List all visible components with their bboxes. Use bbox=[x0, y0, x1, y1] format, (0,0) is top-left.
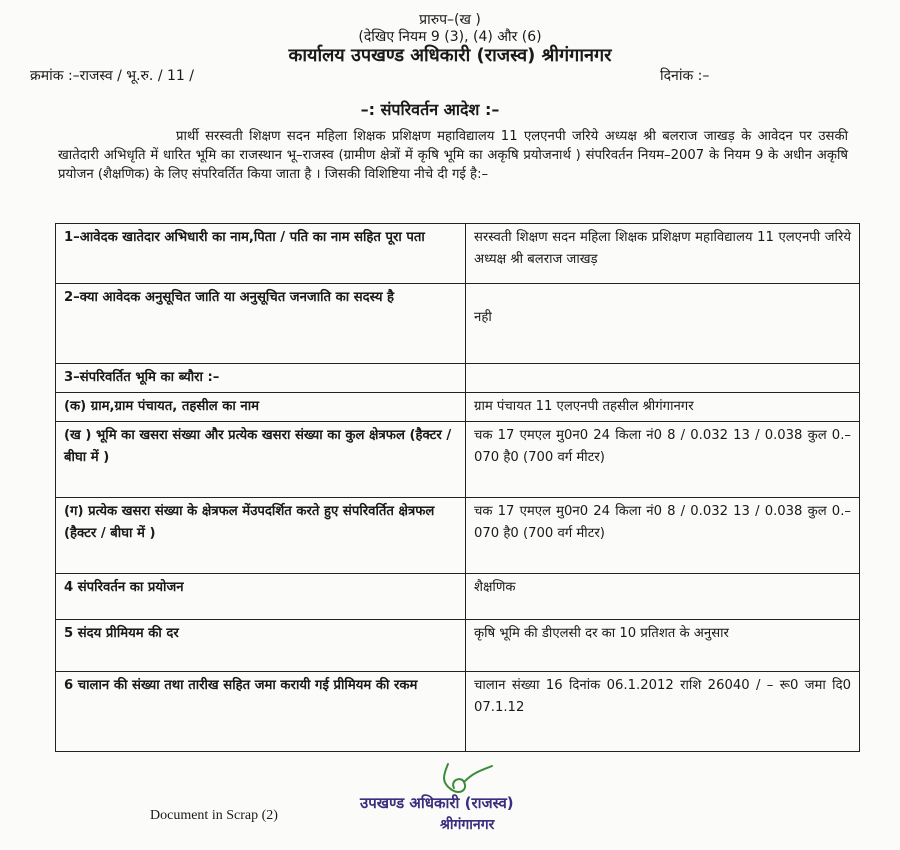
row-answer: चक 17 एमएल मु0न0 24 किला नं0 8 / 0.032 13 / 0.038 कुल 0.–070 है0 (700 वर्ग मीटर) bbox=[466, 498, 860, 574]
row-question: (क) ग्राम,ग्राम पंचायत, तहसील का नाम bbox=[56, 393, 466, 422]
row-question: 6 चालान की संख्या तथा तारीख सहित जमा करायी गई प्रीमियम की रकम bbox=[56, 672, 466, 752]
table-row bbox=[56, 393, 860, 422]
row-answer bbox=[466, 284, 860, 364]
table-row bbox=[56, 574, 860, 620]
order-heading: –: संपरिवर्तन आदेश :– bbox=[360, 100, 500, 119]
row-answer: शैक्षणिक bbox=[466, 574, 860, 620]
reference-number: क्रमांक :–राजस्व / भू.रु. / 11 / bbox=[30, 68, 194, 84]
details-table bbox=[55, 223, 860, 752]
row-answer: चक 17 एमएल मु0न0 24 किला नं0 8 / 0.032 13 / 0.038 कुल 0.–070 है0 (700 वर्ग मीटर) bbox=[466, 422, 860, 498]
row-answer: चालान संख्या 16 दिनांक 06.1.2012 राशि 26040 / – रू0 जमा दि0 07.1.12 bbox=[466, 672, 860, 752]
row-question: 1–आवेदक खातेदार अभिधारी का नाम,पिता / पति का नाम सहित पूरा पता bbox=[56, 224, 466, 284]
row-question: 2–क्या आवेदक अनुसूचित जाति या अनुसूचित जनजाति का सदस्य है bbox=[56, 284, 466, 364]
table-row bbox=[56, 620, 860, 672]
table-row bbox=[56, 498, 860, 574]
table-row bbox=[56, 224, 860, 284]
table-row bbox=[56, 672, 860, 752]
table-row bbox=[56, 422, 860, 498]
table-row bbox=[56, 364, 860, 393]
office-title: कार्यालय उपखण्ड अधिकारी (राजस्व) श्रीगंगानगर bbox=[288, 45, 612, 66]
row-answer: कृषि भूमि की डीएलसी दर का 10 प्रतिशत के अनुसार bbox=[466, 620, 860, 672]
table-row bbox=[56, 284, 860, 364]
row-question: 3–संपरिवर्तित भूमि का ब्यौरा :– bbox=[56, 364, 466, 393]
row-answer-text: नही bbox=[474, 310, 492, 325]
row-question: 5 संदय प्रीमियम की दर bbox=[56, 620, 466, 672]
date-label: दिनांक :– bbox=[660, 68, 710, 84]
row-answer: ग्राम पंचायत 11 एलएनपी तहसील श्रीगंगानगर bbox=[466, 393, 860, 422]
row-question: (ग) प्रत्येक खसरा संख्या के क्षेत्रफल मेंउपदर्शित करते हुए संपरिवर्तित क्षेत्रफल (हैक्टर / बीघा में ) bbox=[56, 498, 466, 574]
row-question: (ख ) भूमि का खसरा संख्या और प्रत्येक खसरा संख्या का कुल क्षेत्रफल (हैक्टर / बीघा में ) bbox=[56, 422, 466, 498]
row-question: 4 संपरिवर्तन का प्रयोजन bbox=[56, 574, 466, 620]
document-scrap-note: Document in Scrap (2) bbox=[150, 808, 278, 823]
signatory-place: श्रीगंगानगर bbox=[440, 817, 495, 833]
row-answer bbox=[466, 364, 860, 393]
row-answer: सरस्वती शिक्षण सदन महिला शिक्षक प्रशिक्षण महाविद्यालय 11 एलएनपी जरिये अध्यक्ष श्री बलराज जाखड़ bbox=[466, 224, 860, 284]
rule-reference: (देखिए नियम 9 (3), (4) और (6) bbox=[358, 29, 542, 45]
form-type: प्रारुप–(ख ) bbox=[419, 12, 481, 28]
signatory-title: उपखण्ड अधिकारी (राजस्व) bbox=[360, 794, 514, 812]
order-paragraph: प्रार्थी सरस्वती शिक्षण सदन महिला शिक्षक प्रशिक्षण महाविद्यालय 11 एलएनपी जरिये अध्यक्ष श्री बलराज जाखड़ के आवेदन पर उसकी खातेदारी अभिधृति में धारित भूमि का राजस्थान भू–राजस्व (ग्रामीण क्षेत्रों में कृषि भूमि का अकृषि प्रयोजनार्थ ) संपरिवर्तन नियम–2007 के नियम 9 के अधीन अकृषि प्रयोजन (शैक्षणिक) के लिए संपरिवर्तित किया जाता है । जिसकी विशिष्टिया नीचे दी गई है:– bbox=[58, 129, 848, 182]
